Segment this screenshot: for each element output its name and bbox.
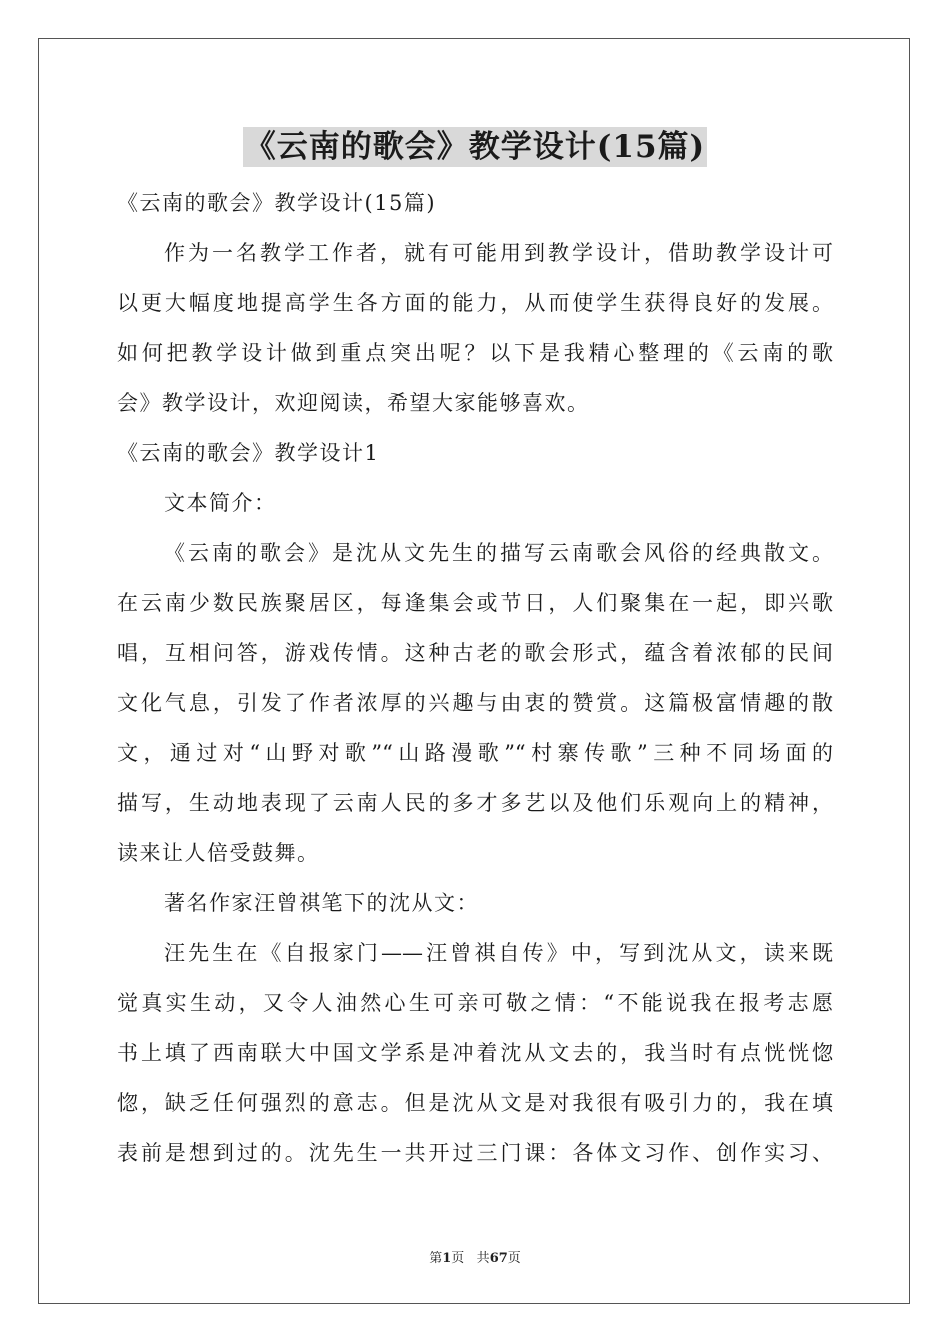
footer-total-prefix: 共 xyxy=(476,1251,490,1266)
body-line: 如何把教学设计做到重点突出呢？以下是我精心整理的《云南的歌 xyxy=(117,341,833,365)
body-line: 作为一名教学工作者，就有可能用到教学设计，借助教学设计可 xyxy=(164,241,833,265)
body-line: 惚，缺乏任何强烈的意志。但是沈从文是对我很有吸引力的，我在填 xyxy=(117,1091,833,1115)
body-line: 著名作家汪曾祺笔下的沈从文： xyxy=(164,891,479,915)
footer-page-number: 1 xyxy=(442,1251,452,1266)
body-line: 《云南的歌会》是沈从文先生的描写云南歌会风俗的经典散文。 xyxy=(164,541,833,565)
body-line: 文，通过对“山野对歌”“山路漫歌”“村寨传歌”三种不同场面的 xyxy=(117,741,833,765)
body-line: 汪先生在《自报家门——汪曾祺自传》中，写到沈从文，读来既 xyxy=(164,941,833,965)
document-body xyxy=(117,178,833,1178)
document-title-text: 《云南的歌会》教学设计(15篇) xyxy=(244,129,706,165)
footer-total-number: 67 xyxy=(489,1251,508,1266)
footer-page-suffix: 页 xyxy=(451,1251,465,1266)
body-line: 表前是想到过的。沈先生一共开过三门课：各体文习作、创作实习、 xyxy=(117,1141,833,1165)
body-line: 唱，互相问答，游戏传情。这种古老的歌会形式，蕴含着浓郁的民间 xyxy=(117,641,833,665)
body-line: 《云南的歌会》教学设计1 xyxy=(117,441,380,465)
footer-total-suffix: 页 xyxy=(507,1251,521,1266)
footer-page-prefix: 第 xyxy=(429,1251,443,1266)
body-line: 文本简介： xyxy=(164,491,277,515)
body-line: 描写，生动地表现了云南人民的多才多艺以及他们乐观向上的精神， xyxy=(117,791,833,815)
body-line: 会》教学设计，欢迎阅读，希望大家能够喜欢。 xyxy=(117,391,590,415)
body-line: 觉真实生动，又令人油然心生可亲可敬之情：“不能说我在报考志愿 xyxy=(117,991,833,1015)
document-title xyxy=(0,127,950,167)
body-line: 读来让人倍受鼓舞。 xyxy=(117,841,320,865)
body-line: 文化气息，引发了作者浓厚的兴趣与由衷的赞赏。这篇极富情趣的散 xyxy=(117,691,833,715)
body-line: 在云南少数民族聚居区，每逢集会或节日，人们聚集在一起，即兴歌 xyxy=(117,591,833,615)
page-footer xyxy=(0,1247,950,1266)
body-line: 书上填了西南联大中国文学系是冲着沈从文去的，我当时有点恍恍惚 xyxy=(117,1041,833,1065)
body-line: 《云南的歌会》教学设计(15篇) xyxy=(117,191,437,215)
body-line: 以更大幅度地提高学生各方面的能力，从而使学生获得良好的发展。 xyxy=(117,291,833,315)
